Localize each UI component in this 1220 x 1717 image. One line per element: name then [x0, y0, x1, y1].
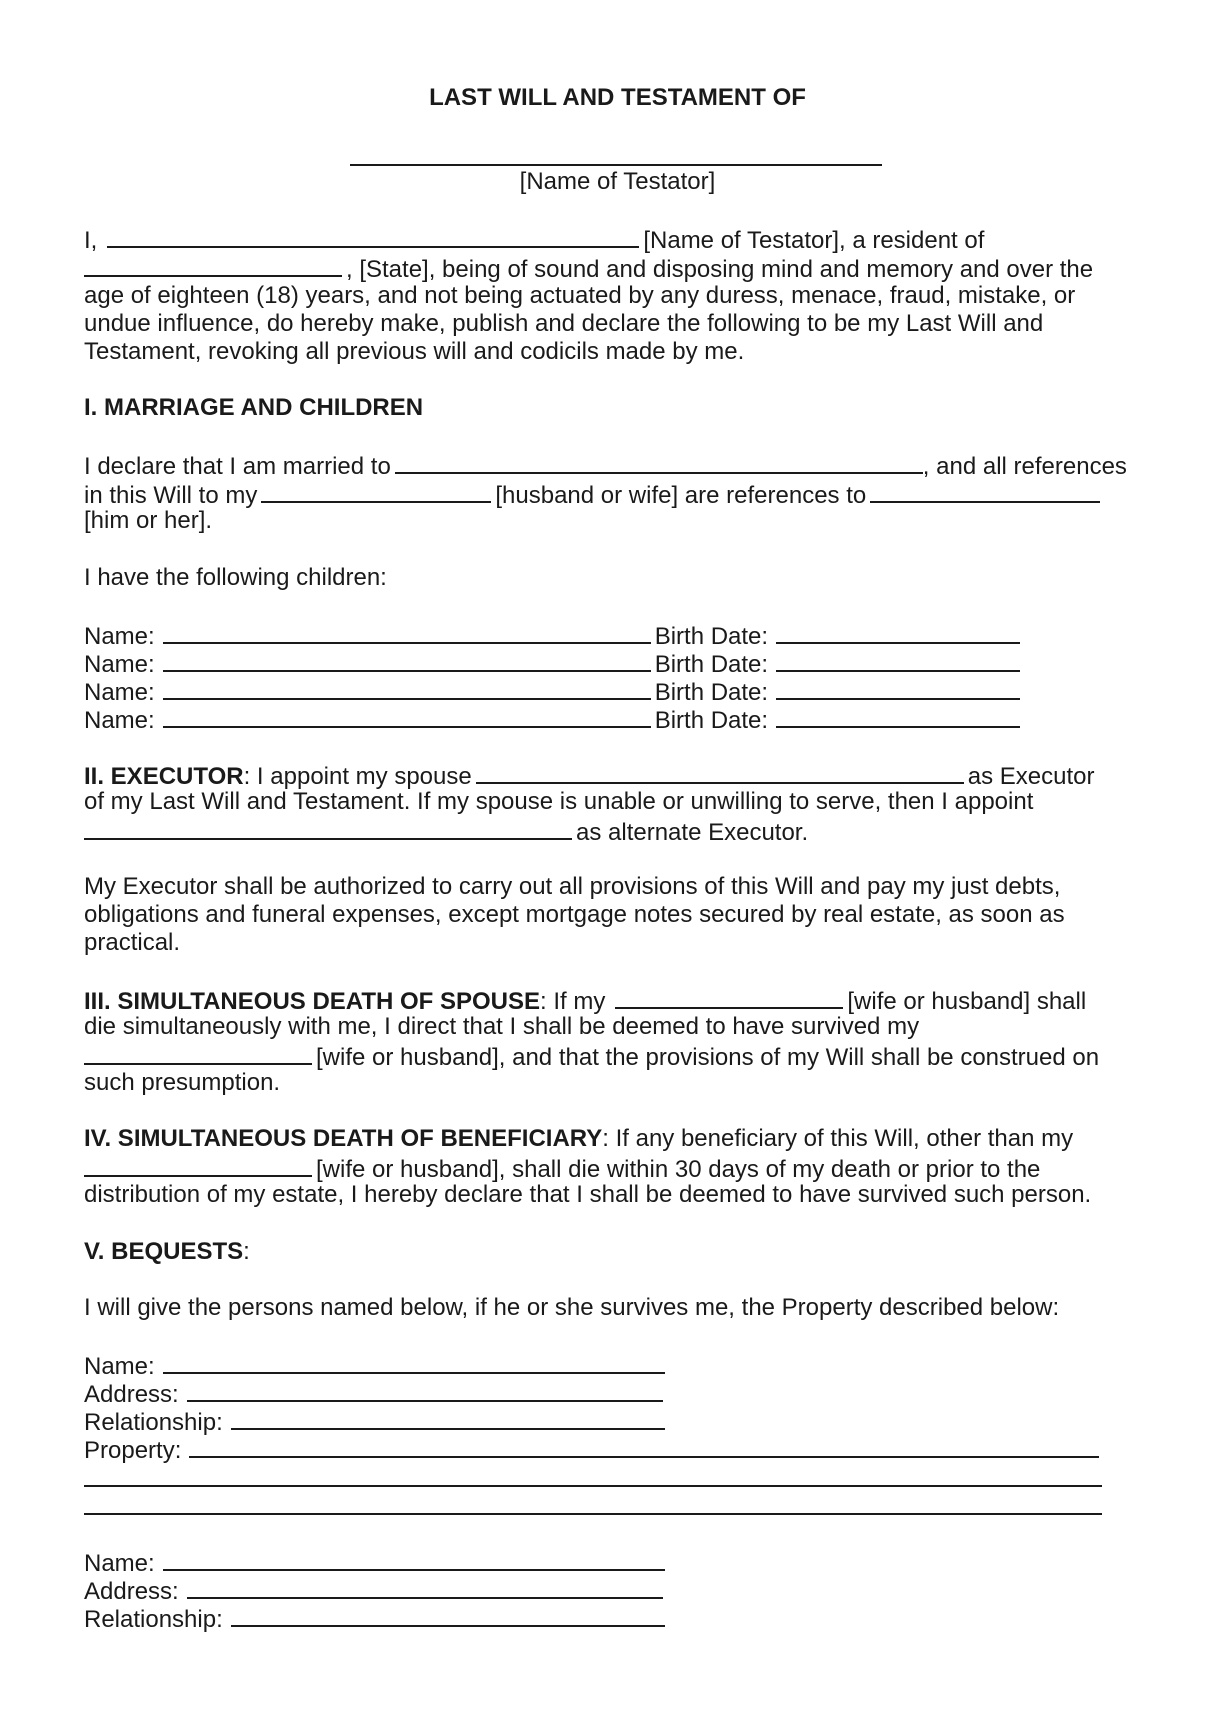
executor-para-2: obligations and funeral expenses, except mortgage notes secured by real estate, as soon as: [84, 901, 1065, 928]
beneficiary-name-field[interactable]: [163, 1547, 665, 1571]
children-intro: I have the following children:: [84, 564, 387, 591]
address-label: Address:: [84, 1578, 179, 1605]
intro-text: [Name of Testator], a resident of: [643, 227, 985, 254]
executor-para-1: My Executor shall be authorized to carry out all provisions of this Will and pay my just debts,: [84, 873, 1061, 900]
bequest-address-row: [84, 1378, 667, 1409]
testator-caption: [Name of Testator]: [519, 168, 716, 195]
name-label: Name:: [84, 1353, 155, 1380]
name-label: Name:: [84, 707, 155, 734]
birth-date-label: Birth Date:: [654, 679, 769, 706]
bequest-relationship-row: [84, 1406, 669, 1437]
executor-line-1: [84, 760, 1094, 791]
marriage-text: in this Will to my: [84, 482, 258, 509]
intro-line-4: undue influence, do hereby make, publish and declare the following to be my Last Will and: [84, 310, 1044, 337]
child-row: [84, 704, 1024, 735]
simultaneous-beneficiary-line-3: distribution of my estate, I hereby declare that I shall be deemed to have survived such person.: [84, 1181, 1092, 1208]
section-3-text: [wife or husband] shall: [847, 988, 1087, 1015]
beneficiary-address-field[interactable]: [187, 1575, 663, 1599]
section-2-heading: II. EXECUTOR: [84, 763, 244, 790]
relationship-label: Relationship:: [84, 1606, 223, 1633]
child-birth-date-field[interactable]: [776, 676, 1020, 700]
property-label: Property:: [84, 1437, 182, 1464]
executor-line-2: of my Last Will and Testament. If my spouse is unable or unwilling to serve, then I appoint: [84, 788, 1034, 815]
section-3-text: : If my: [540, 988, 606, 1015]
child-name-field[interactable]: [163, 676, 651, 700]
bequest-relationship-row: [84, 1603, 669, 1634]
section-1-heading: I. MARRIAGE AND CHILDREN: [84, 394, 424, 421]
beneficiary-address-field[interactable]: [187, 1378, 663, 1402]
name-label: Name:: [84, 623, 155, 650]
marriage-line-1: [84, 450, 1127, 481]
simultaneous-beneficiary-line-2: [84, 1153, 1040, 1184]
section-3-text: [wife or husband], and that the provisions of my Will shall be construed on: [316, 1044, 1100, 1071]
marriage-text: , and all references: [922, 453, 1127, 480]
child-row: [84, 676, 1024, 707]
birth-date-label: Birth Date:: [654, 651, 769, 678]
beneficiary-name-field[interactable]: [163, 1350, 665, 1374]
intro-line-2: [84, 253, 1093, 284]
alternate-executor-field[interactable]: [84, 816, 572, 840]
executor-text: as Executor: [967, 763, 1095, 790]
intro-text: I,: [84, 227, 98, 254]
relationship-label: Relationship:: [84, 1409, 223, 1436]
child-birth-date-field[interactable]: [776, 648, 1020, 672]
executor-text: I appoint my spouse: [250, 763, 472, 790]
birth-date-label: Birth Date:: [654, 623, 769, 650]
address-label: Address:: [84, 1381, 179, 1408]
beneficiary-relationship-field[interactable]: [231, 1603, 665, 1627]
colon: :: [243, 763, 251, 790]
marriage-line-2: [84, 479, 1104, 510]
intro-text: , [State], being of sound and disposing mind and memory and over the: [346, 256, 1094, 283]
child-birth-date-field[interactable]: [776, 704, 1020, 728]
child-birth-date-field[interactable]: [776, 620, 1020, 644]
marriage-line-3: [him or her].: [84, 507, 213, 534]
section-4-text: [wife or husband], shall die within 30 days of my death or prior to the: [316, 1156, 1041, 1183]
testator-name-field[interactable]: [107, 224, 639, 248]
name-label: Name:: [84, 679, 155, 706]
child-name-field[interactable]: [163, 648, 651, 672]
state-field[interactable]: [84, 253, 342, 277]
property-continuation-line[interactable]: [84, 1513, 1102, 1515]
wife-or-husband-field[interactable]: [84, 1041, 312, 1065]
executor-spouse-field[interactable]: [476, 760, 964, 784]
simultaneous-spouse-line-1: [84, 985, 1086, 1016]
child-row: [84, 620, 1024, 651]
wife-or-husband-field[interactable]: [84, 1153, 312, 1177]
bequest-name-row: [84, 1547, 669, 1578]
colon: :: [243, 1238, 250, 1265]
marriage-text: [husband or wife] are references to: [495, 482, 867, 509]
intro-line-5: Testament, revoking all previous will and codicils made by me.: [84, 338, 745, 365]
birth-date-label: Birth Date:: [654, 707, 769, 734]
property-field[interactable]: [189, 1434, 1099, 1458]
spouse-reference-field[interactable]: [870, 479, 1100, 503]
section-3-heading: III. SIMULTANEOUS DEATH OF SPOUSE: [84, 988, 541, 1015]
intro-line-3: age of eighteen (18) years, and not being actuated by any duress, menace, fraud, mistake, or: [84, 282, 1076, 309]
simultaneous-beneficiary-line-1: [84, 1125, 1073, 1153]
simultaneous-spouse-line-4: such presumption.: [84, 1069, 281, 1096]
testator-name-line[interactable]: [350, 164, 882, 166]
executor-line-3: [84, 816, 808, 847]
executor-para-3: practical.: [84, 929, 181, 956]
beneficiary-relationship-field[interactable]: [231, 1406, 665, 1430]
executor-text: as alternate Executor.: [576, 819, 809, 846]
child-name-field[interactable]: [163, 620, 651, 644]
child-name-field[interactable]: [163, 704, 651, 728]
document-title: LAST WILL AND TESTAMENT OF: [429, 84, 806, 111]
spouse-name-field[interactable]: [395, 450, 923, 474]
intro-line-1: [84, 224, 984, 255]
bequest-address-row: [84, 1575, 667, 1606]
husband-or-wife-field[interactable]: [261, 479, 491, 503]
name-label: Name:: [84, 1550, 155, 1577]
property-continuation-line[interactable]: [84, 1485, 1102, 1487]
simultaneous-spouse-line-3: [84, 1041, 1099, 1072]
bequests-intro: I will give the persons named below, if he or she survives me, the Property described below:: [84, 1294, 1060, 1321]
marriage-text: I declare that I am married to: [84, 453, 391, 480]
bequests-heading-line: [84, 1238, 250, 1266]
simultaneous-spouse-line-2: die simultaneously with me, I direct that I shall be deemed to have survived my: [84, 1013, 920, 1040]
bequest-property-row: [84, 1434, 1103, 1465]
bequest-name-row: [84, 1350, 669, 1381]
section-4-heading: IV. SIMULTANEOUS DEATH OF BENEFICIARY: [84, 1125, 603, 1152]
spouse-reference-field[interactable]: [615, 985, 843, 1009]
section-4-text: : If any beneficiary of this Will, other than my: [602, 1125, 1074, 1152]
section-5-heading: V. BEQUESTS: [84, 1238, 244, 1265]
name-label: Name:: [84, 651, 155, 678]
child-row: [84, 648, 1024, 679]
